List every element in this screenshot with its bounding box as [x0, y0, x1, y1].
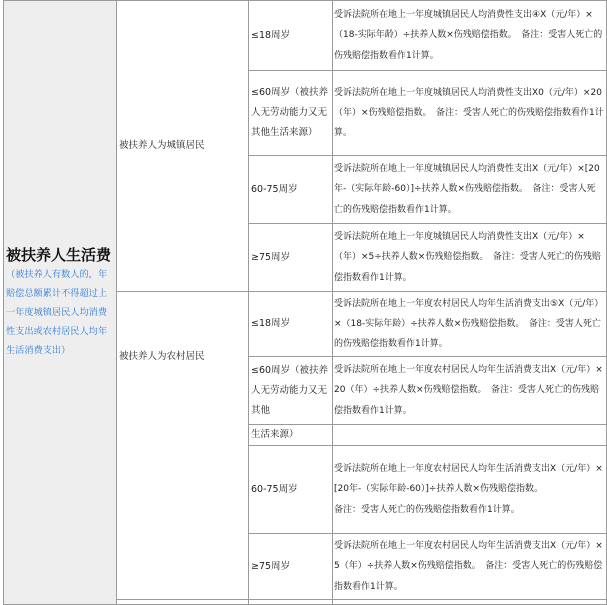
- header-cell: [4, 1, 117, 605]
- category-urban: 被扶养人为城镇居民: [117, 1, 249, 292]
- desc-cell: 受诉法院所在地上一年度农村居民人均年生活消费支出X（元/年）×20（年）÷扶养人数×伤残赔偿指数。 备注：受害人死亡的伤残赔偿指数看作1计算。: [333, 357, 607, 425]
- desc-cell: 受诉法院所在地上一年度农村居民人均年生活消费支出⑤X（元/年）×（18-实际年龄）÷扶养人数×伤残赔偿指数。 备注：受害人死亡的伤残赔偿指数看作1计算。: [333, 292, 607, 357]
- table-row: [4, 1, 607, 71]
- spacer-cell: [333, 600, 607, 605]
- category-rural: 被扶养人为农村居民: [117, 292, 249, 600]
- desc-cell: [333, 446, 607, 534]
- desc-text: 受诉法院所在地上一年度农村居民人均年生活消费支出X（元/年）×[20年-（实际年龄-60）]÷扶养人数×伤残赔偿指数。: [334, 464, 603, 495]
- desc-cell: 受诉法院所在地上一年度城镇居民人均消费性支出X（元/年）×（年）×5÷扶养人数×伤残赔偿指数。 备注：受害人死亡的伤残赔偿指数看作1计算。: [333, 224, 607, 292]
- desc-cell: 受诉法院所在地上一年度农村居民人均年生活消费支出X（元/年）×5（年）÷扶养人数×伤残赔偿指数。 备注：受害人死亡的伤残赔偿指数看作1计算。: [333, 534, 607, 600]
- header-note: （被扶养人有数人的，年赔偿总额累计不得超过上一年度城镇居民人均消费性支出或农村居民人均年生活消费支出）: [6, 269, 108, 356]
- age-cell: 生活来源）: [249, 425, 333, 446]
- age-cell: ≤18周岁: [249, 1, 333, 71]
- age-cell: ≥75周岁: [249, 224, 333, 292]
- age-cell: 60-75周岁: [249, 156, 333, 224]
- desc-cell: 受诉法院所在地上一年度城镇居民人均消费性支出④X（元/年）×（18-实际年龄）÷扶养人数×伤残赔偿指数。 备注：受害人死亡的伤残赔偿指数看作1计算。: [333, 1, 607, 71]
- compensation-table: [3, 0, 607, 605]
- spacer-cell: [117, 600, 249, 605]
- desc-cell: 受诉法院所在地上一年度城镇居民人均消费性支出X0（元/年）×20（年）×伤残赔偿指数。 备注：受害人死亡的伤残赔偿指数看作1计算。: [333, 71, 607, 156]
- age-cell: ≥75周岁: [249, 534, 333, 600]
- page-title: 被扶养人生活费: [6, 246, 112, 264]
- age-cell: 60-75周岁: [249, 446, 333, 534]
- desc-cell: 受诉法院所在地上一年度城镇居民人均消费性支出X（元/年）×[20年-（实际年龄-60）]÷扶养人数×伤残赔偿指数。 备注：受害人死亡的伤残赔偿指数看作1计算。: [333, 156, 607, 224]
- age-cell: ≤60周岁（被扶养人无劳动能力又无其他: [249, 357, 333, 425]
- spacer-cell: [249, 600, 333, 605]
- age-cell: ≤18周岁: [249, 292, 333, 357]
- age-cell: ≤60周岁（被扶养人无劳动能力又无其他生活来源）: [249, 71, 333, 156]
- desc-cell: [333, 425, 607, 446]
- desc-remark: 备注：受害人死亡的伤残赔偿指数看作1计算。: [334, 504, 520, 515]
